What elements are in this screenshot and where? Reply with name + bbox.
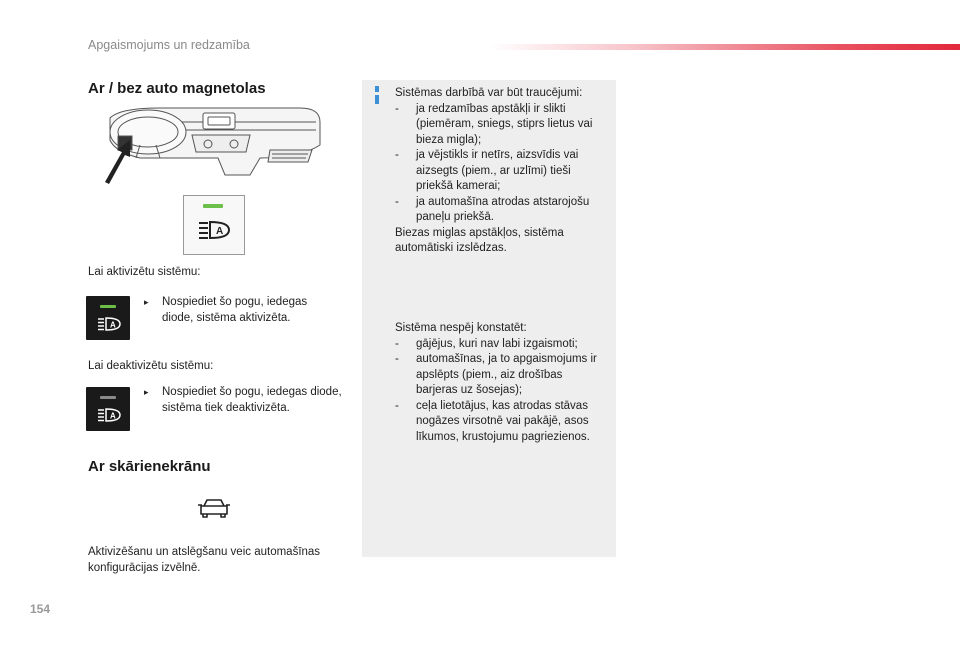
auto-high-beam-button-illustration (183, 195, 245, 255)
deactivate-label: Lai deaktivizētu sistēmu: (88, 360, 214, 372)
list-item: - ja redzamības apstākļi ir slikti (piemēram, sniegs, stiprs lietus vai bieza migla); (395, 102, 593, 146)
auto-high-beam-icon (97, 316, 121, 332)
header-rule (490, 44, 960, 50)
svg-text:A: A (110, 411, 116, 421)
interference-list (395, 86, 607, 257)
section-title-touchscreen: Ar skārienekrānu (88, 458, 211, 475)
info-icon (375, 86, 379, 92)
section-title-radio: Ar / bez auto magnetolas (88, 80, 266, 97)
auto-high-beam-button-on (86, 296, 130, 340)
list-item: - ja automašīna atrodas atstarojošu paneļu priekšā. (395, 195, 590, 223)
car-icon (198, 497, 230, 519)
auto-high-beam-button-off (86, 387, 130, 431)
activate-label: Lai aktivizētu sistēmu: (88, 266, 201, 278)
fog-note: Biezas miglas apstākļos, sistēma automātiski izslēdzas. (395, 226, 564, 254)
list-item: - ja vējstikls ir netīrs, aizsvīdis vai aizsegts (piem., ar uzlīmi) tieši priekšā kamerai; (395, 149, 579, 192)
auto-high-beam-icon (197, 219, 231, 241)
detection-intro: Sistēma nespēj konstatēt: (395, 322, 527, 334)
running-header: Apgaismojums un redzamība (88, 38, 250, 52)
interference-intro: Sistēmas darbībā var būt traucējumi: (395, 87, 583, 99)
info-icon-stem (375, 95, 379, 104)
triangle-bullet-icon: ▸ (144, 297, 149, 307)
svg-text:A: A (216, 226, 224, 237)
svg-text:A: A (110, 320, 116, 330)
led-indicator-on (100, 305, 116, 308)
list-item: - automašīnas, ja to apgaismojums ir apslēpts (piem., aiz drošības barjeras uz šosejas); (395, 353, 597, 396)
page-number: 154 (30, 602, 51, 616)
led-indicator-on (203, 204, 223, 208)
activate-step: ▸ Nospiediet šo pogu, iedegas diode, sistēma aktivizēta. (144, 296, 308, 324)
detection-list (395, 321, 607, 445)
dashboard-illustration (100, 100, 325, 195)
triangle-bullet-icon: ▸ (144, 387, 149, 397)
touchscreen-text: Aktivizēšanu un atslēgšanu veic automašīnas konfigurācijas izvēlnē. (88, 546, 321, 574)
led-indicator-off (100, 396, 116, 399)
deactivate-step: ▸ Nospiediet šo pogu, iedegas diode, sistēma tiek deaktivizēta. (144, 386, 342, 414)
auto-high-beam-icon (97, 407, 121, 423)
list-item: - gājējus, kuri nav labi izgaismoti; (395, 337, 578, 350)
list-item: - ceļa lietotājus, kas atrodas stāvas nogāzes virsotnē vai pakājē, asos līkumos, krustojumu pagriezienos. (395, 399, 590, 443)
